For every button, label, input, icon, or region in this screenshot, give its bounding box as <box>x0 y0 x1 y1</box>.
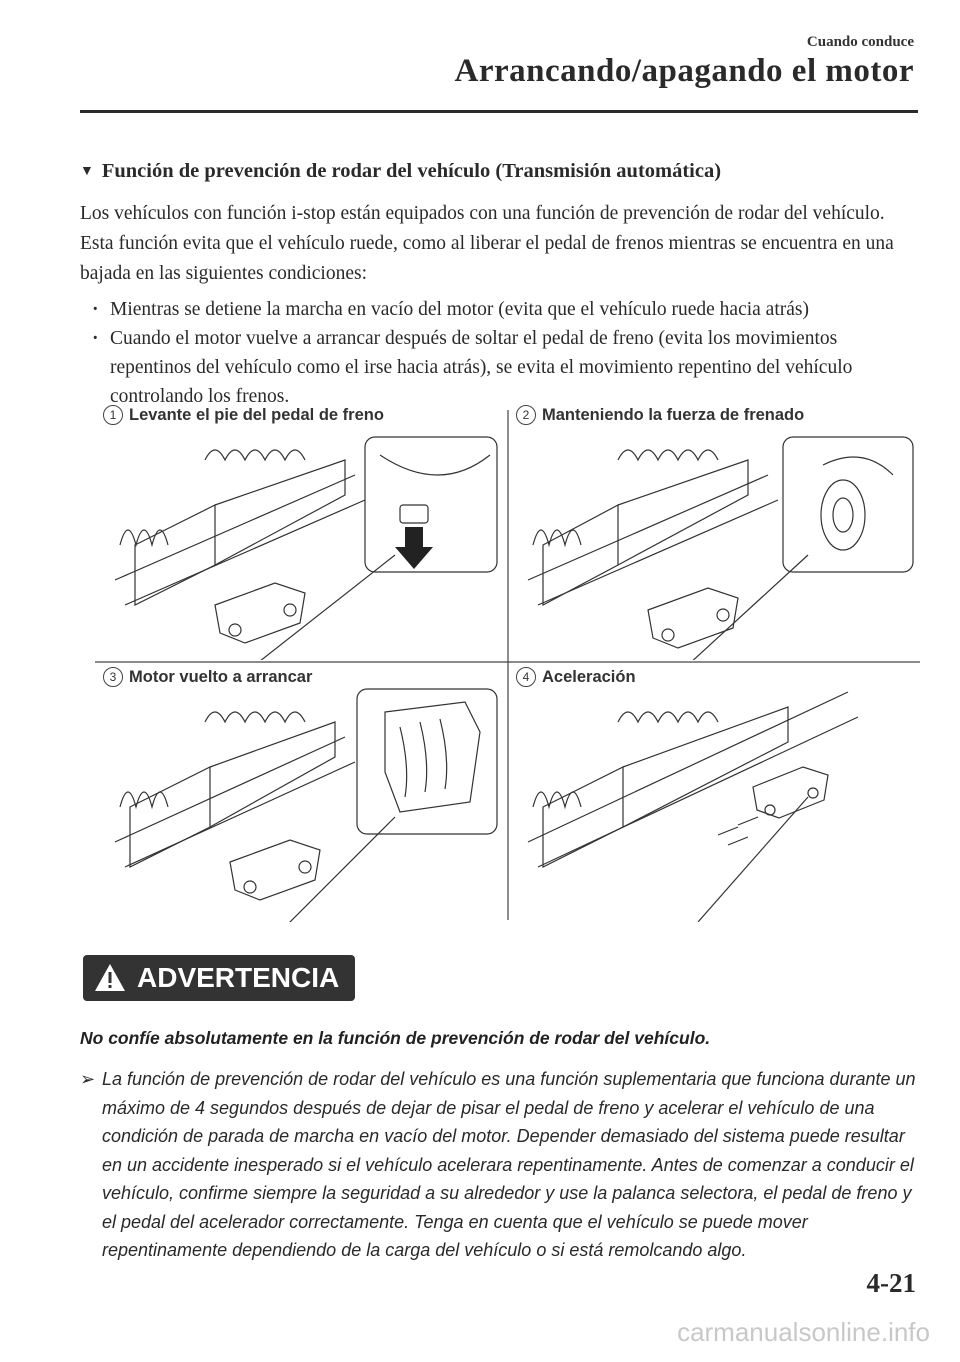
watermark-text: carmanualsonline.info <box>677 1317 930 1347</box>
warning-title: No confíe absolutamente en la función de prevención de rodar del vehículo. <box>80 1028 711 1048</box>
step-number: 3 <box>103 667 123 687</box>
panel-4 <box>508 667 920 922</box>
intro-paragraph: Los vehículos con función i-stop están equipados con una función de prevención de rodar del vehículo. Esta función evita que el vehículo ruede, como al liberar el pedal de frenos mientras se encuentra en una bajada en las siguientes condiciones: <box>80 203 894 284</box>
panel-3 <box>95 667 507 922</box>
panel-caption: Manteniendo la fuerza de frenado <box>542 405 805 424</box>
page-header <box>455 34 915 90</box>
panel-2 <box>508 405 920 660</box>
brake-hold-illustration <box>508 405 920 660</box>
warning-badge <box>83 955 355 1001</box>
chapter-title: Arrancando/apagando el motor <box>454 53 914 89</box>
acceleration-illustration <box>508 667 920 922</box>
main-content <box>80 160 920 411</box>
section-title: Cuando conduce <box>806 34 914 50</box>
illustration-figure <box>95 405 920 920</box>
warning-content <box>80 1028 920 1265</box>
engine-restart-illustration <box>95 667 507 922</box>
step-number: 1 <box>103 405 123 425</box>
warning-item <box>80 1065 920 1265</box>
list-item: · Cuando el motor vuelve a arrancar después de soltar el pedal de freno (evita los movimientos repentinos del vehículo como el irse hacia atrás), se evita el movimiento repentino del vehículo controlando los frenos. <box>88 324 920 411</box>
triangle-down-icon: ▼ <box>80 163 94 179</box>
section-heading <box>80 160 920 183</box>
warning-item-text: La función de prevención de rodar del vehículo es una función suplementaria que funciona durante un máximo de 4 segundos después de dejar de pisar el pedal de freno y acelerar el vehículo de una condición de parada de marcha en vacío del motor. Depender demasiado del sistema puede resultar en un accidente inesperado si el vehículo acelerara repentinamente. Antes de comenzar a conducir el vehículo, confirme siempre la seguridad a su alrededor y use la palanca selectora, el pedal de freno y el pedal del acelerador correctamente. Tenga en cuenta que el vehículo se puede mover repentinamente dependiendo de la carga del vehículo o si está remolcando algo. <box>102 1069 916 1260</box>
warning-label: ADVERTENCIA <box>137 962 340 993</box>
condition-list <box>88 295 920 411</box>
panel-caption: Levante el pie del pedal de freno <box>129 405 384 424</box>
list-item: · Mientras se detiene la marcha en vacío del motor (evita que el vehículo ruede hacia atrás) <box>88 295 920 324</box>
heading-text: Función de prevención de rodar del vehículo (Transmisión automática) <box>101 160 722 182</box>
warning-triangle-icon <box>93 961 127 995</box>
panel-caption: Aceleración <box>542 667 636 686</box>
panel-caption: Motor vuelto a arrancar <box>129 667 313 686</box>
page-number: 4-21 <box>866 1268 916 1298</box>
panel-1 <box>95 405 507 660</box>
step-number: 2 <box>516 405 536 425</box>
brake-release-illustration <box>95 405 507 660</box>
header-divider <box>80 110 918 113</box>
arrow-right-icon: ➢ <box>80 1069 96 1089</box>
step-number: 4 <box>516 667 536 687</box>
